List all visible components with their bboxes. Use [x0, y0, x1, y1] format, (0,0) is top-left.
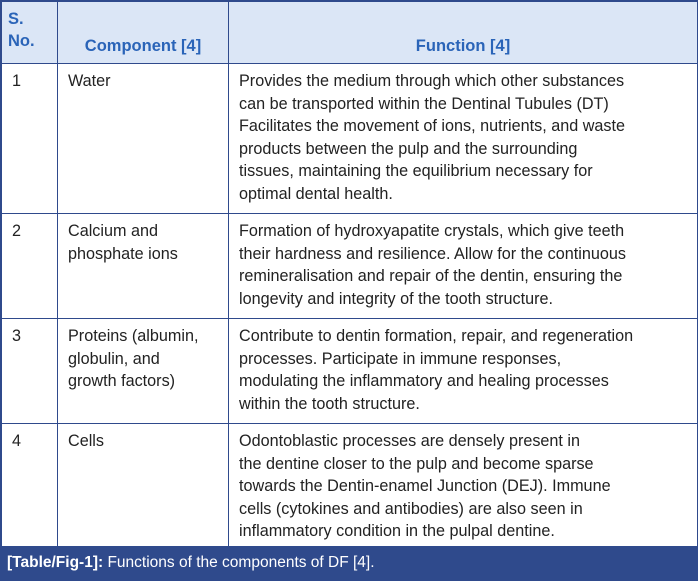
row-component [58, 64, 229, 214]
function-line: inflammatory condition in the pulpal dentine. [239, 522, 555, 540]
function-line: towards the Dentin-enamel Junction (DEJ). Immune [239, 477, 611, 495]
components-table [1, 1, 698, 552]
row-sno: 3 [2, 319, 58, 424]
function-line: can be transported within the Dentinal Tubules (DT) [239, 94, 609, 113]
function-line: products between the pulp and the surrounding [239, 139, 578, 158]
component-line: growth factors) [68, 372, 176, 390]
figure-caption [1, 546, 697, 580]
row-function [229, 214, 698, 319]
row-component [58, 214, 229, 319]
function-line: Provides the medium through which other substances [239, 72, 625, 90]
function-line: remineralisation and repair of the dentin, ensuring the [239, 267, 623, 285]
row-function [229, 64, 698, 214]
caption-text: Functions of the components of DF [4]. [103, 554, 375, 571]
table-row [2, 214, 698, 319]
row-component [58, 319, 229, 424]
table-row [2, 319, 698, 424]
row-function [229, 319, 698, 424]
row-sno: 4 [2, 424, 58, 552]
header-row [2, 2, 698, 64]
function-header: Function [4] [229, 2, 698, 64]
sno-header-line2: No. [8, 32, 35, 50]
function-line: within the tooth structure. [239, 394, 420, 413]
row-component [58, 424, 229, 552]
function-line: Odontoblastic processes are densely present in [239, 432, 581, 450]
component-line: phosphate ions [68, 244, 178, 263]
component-line: Proteins (albumin, [68, 327, 199, 345]
row-sno: 2 [2, 214, 58, 319]
function-line: processes. Participate in immune responses, [239, 349, 562, 368]
component-line: globulin, and [68, 349, 160, 368]
function-line: Contribute to dentin formation, repair, and regeneration [239, 327, 634, 345]
component-line: Water [68, 72, 111, 90]
sno-header-line1: S. [8, 10, 24, 28]
function-line: modulating the inflammatory and healing processes [239, 372, 609, 390]
function-line: tissues, maintaining the equilibrium necessary for [239, 162, 593, 180]
table-row [2, 64, 698, 214]
function-line: the dentine closer to the pulp and become sparse [239, 454, 594, 473]
component-line: Calcium and [68, 222, 158, 240]
caption-label: [Table/Fig-1]: [7, 554, 104, 571]
function-line: cells (cytokines and antibodies) are also seen in [239, 499, 583, 518]
row-function [229, 424, 698, 552]
function-line: Facilitates the movement of ions, nutrients, and waste [239, 117, 625, 135]
component-line: Cells [68, 432, 104, 450]
function-line: their hardness and resilience. Allow for the continuous [239, 244, 626, 263]
function-line: longevity and integrity of the tooth structure. [239, 289, 554, 308]
sno-header [2, 2, 58, 64]
row-sno: 1 [2, 64, 58, 214]
function-line: optimal dental health. [239, 184, 393, 203]
table-row [2, 424, 698, 552]
component-header: Component [4] [58, 2, 229, 64]
function-line: Formation of hydroxyapatite crystals, which give teeth [239, 222, 625, 240]
